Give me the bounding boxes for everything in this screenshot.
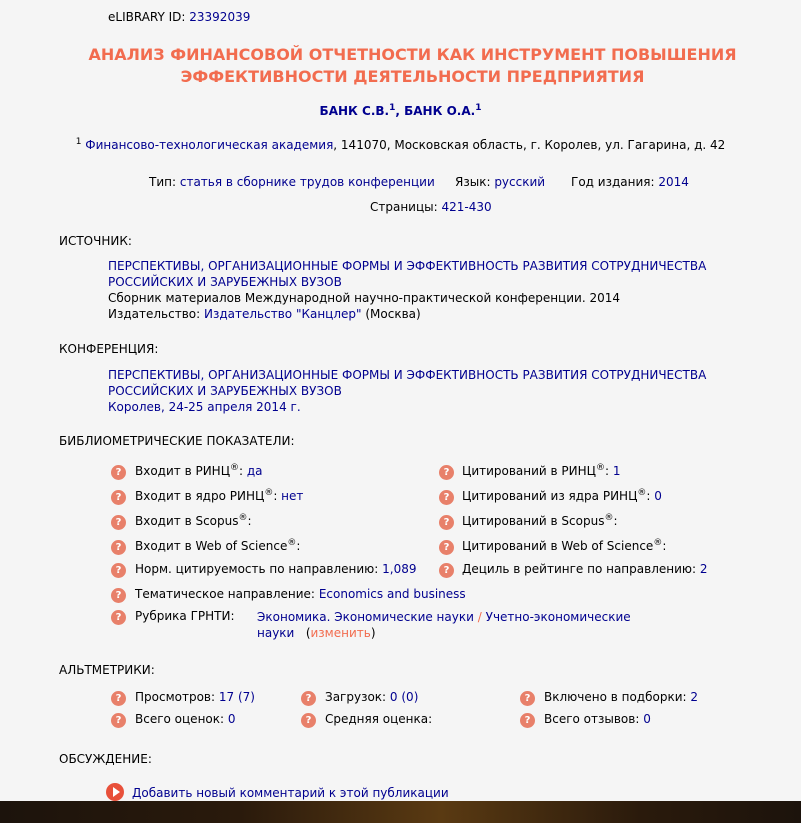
biblio-norm <box>135 562 417 576</box>
grnti-rubric-link[interactable]: Учетно-экономические <box>485 610 631 624</box>
meta-type-label: Тип: <box>149 175 177 189</box>
biblio-decile <box>462 562 708 576</box>
meta-year-label: Год издания: <box>571 175 655 189</box>
meta-lang-label: Язык: <box>455 175 491 189</box>
biblio-cit-rinc-value[interactable]: 1 <box>612 464 621 478</box>
biblio-scopus: Входит в Scopus®: <box>135 513 252 528</box>
elibrary-id <box>108 10 250 24</box>
reg-mark: ® <box>230 463 240 473</box>
biblio-cit-rinc: Цитирований в РИНЦ®: 1 <box>462 463 621 478</box>
change-wrapper: (изменить) <box>305 626 376 640</box>
biblio-rinc-value[interactable]: да <box>246 464 263 478</box>
meta-year <box>571 175 689 189</box>
source-publisher-label: Издательство: <box>108 307 201 321</box>
alt-reviews-value[interactable]: 0 <box>643 712 651 726</box>
alt-reviews-label: Всего отзывов: <box>544 712 640 726</box>
reg-mark: ® <box>287 538 297 548</box>
biblio-scopus-label: Входит в Scopus <box>135 514 239 528</box>
alt-ratings-label: Всего оценок: <box>135 712 225 726</box>
add-comment-link[interactable]: Добавить новый комментарий к этой публикации <box>132 786 449 800</box>
alt-ratings <box>135 712 236 726</box>
alt-views-label: Просмотров: <box>135 690 216 704</box>
bottom-bar <box>0 801 801 823</box>
biblio-grnti-values <box>257 609 631 641</box>
elibrary-id-label: eLIBRARY ID: <box>108 10 186 24</box>
question-icon[interactable]: ? <box>520 691 535 706</box>
question-icon[interactable]: ? <box>520 713 535 728</box>
question-icon[interactable]: ? <box>111 713 126 728</box>
biblio-heading: БИБЛИОМЕТРИЧЕСКИЕ ПОКАЗАТЕЛИ: <box>59 434 295 448</box>
reg-mark: ® <box>238 513 248 523</box>
affiliation-org-link[interactable]: Финансово-технологическая академия <box>85 138 334 152</box>
alt-avg <box>325 712 432 726</box>
page-title: АНАЛИЗ ФИНАНСОВОЙ ОТЧЕТНОСТИ КАК ИНСТРУМЕНТ ПОВЫШЕНИЯ ЭФФЕКТИВНОСТИ ДЕЯТЕЛЬНОСТИ ПРЕДПРИЯТИЯ <box>88 45 737 86</box>
question-icon[interactable]: ? <box>439 465 454 480</box>
source-block <box>108 258 706 322</box>
author-affiliation-sup: 1 <box>475 103 482 113</box>
alt-ratings-value[interactable]: 0 <box>227 712 236 726</box>
biblio-topic-value[interactable]: Economics and business <box>318 587 466 601</box>
source-collection: Сборник материалов Международной научно-практической конференции. 2014 <box>108 291 620 305</box>
biblio-norm-label: Норм. цитируемость по направлению: <box>135 562 379 576</box>
alt-downloads-value[interactable]: 0 (0) <box>389 690 419 704</box>
question-icon[interactable]: ? <box>439 540 454 555</box>
meta-pages-value: 421-430 <box>441 200 492 214</box>
source-heading: ИСТОЧНИК: <box>59 234 132 248</box>
elibrary-id-value[interactable]: 23392039 <box>189 10 251 24</box>
reg-mark: ® <box>653 538 663 548</box>
question-icon[interactable]: ? <box>111 540 126 555</box>
source-title-line1: ПЕРСПЕКТИВЫ, ОРГАНИЗАЦИОННЫЕ ФОРМЫ И ЭФФЕКТИВНОСТЬ РАЗВИТИЯ СОТРУДНИЧЕСТВА <box>108 259 707 273</box>
biblio-cit-core-label: Цитирований из ядра РИНЦ <box>462 489 638 503</box>
biblio-topic-label: Тематическое направление: <box>135 587 315 601</box>
conference-title-line1: ПЕРСПЕКТИВЫ, ОРГАНИЗАЦИОННЫЕ ФОРМЫ И ЭФФЕКТИВНОСТЬ РАЗВИТИЯ СОТРУДНИЧЕСТВА <box>108 368 707 382</box>
meta-type <box>149 175 435 189</box>
question-icon[interactable]: ? <box>439 490 454 505</box>
grnti-separator: / <box>477 610 482 624</box>
meta-lang-value: русский <box>494 175 546 189</box>
conference-title-line2: РОССИЙСКИХ И ЗАРУБЕЖНЫХ ВУЗОВ <box>108 384 342 398</box>
biblio-cit-core: Цитирований из ядра РИНЦ®: 0 <box>462 488 662 503</box>
conference-place-date: Королев, 24-25 апреля 2014 г. <box>108 400 301 414</box>
biblio-core-value[interactable]: нет <box>281 489 304 503</box>
reg-mark: ® <box>637 488 647 498</box>
biblio-rinc: Входит в РИНЦ®: да <box>135 463 263 478</box>
altmetrics-heading: АЛЬТМЕТРИКИ: <box>59 663 155 677</box>
source-publisher-link[interactable]: Издательство "Канцлер" <box>204 307 362 321</box>
alt-reviews <box>544 712 651 726</box>
conference-title-link[interactable] <box>108 368 706 398</box>
author-link[interactable]: БАНК О.А. <box>404 104 476 118</box>
question-icon[interactable]: ? <box>111 610 126 625</box>
question-icon[interactable]: ? <box>111 515 126 530</box>
authors: БАНК С.В.$^1$, БАНК О.А.$^1$ <box>319 103 482 118</box>
source-publisher-city: (Москва) <box>365 307 421 321</box>
alt-downloads-label: Загрузок: <box>325 690 387 704</box>
biblio-topic <box>135 587 466 601</box>
conference-heading: КОНФЕРЕНЦИЯ: <box>59 342 159 356</box>
question-icon[interactable]: ? <box>111 563 126 578</box>
source-title-line2: РОССИЙСКИХ И ЗАРУБЕЖНЫХ ВУЗОВ <box>108 275 342 289</box>
author-affiliation-sup: 1 <box>389 103 396 113</box>
question-icon[interactable]: ? <box>111 490 126 505</box>
alt-views <box>135 690 255 704</box>
alt-avg-label: Средняя оценка: <box>325 712 433 726</box>
meta-language <box>455 175 545 189</box>
grnti-rubric-link-cont[interactable]: науки <box>257 626 295 640</box>
biblio-cit-scopus-label: Цитирований в Scopus <box>462 514 605 528</box>
biblio-core-label: Входит в ядро РИНЦ <box>135 489 265 503</box>
alt-collections-label: Включено в подборки: <box>544 690 687 704</box>
question-icon[interactable]: ? <box>439 515 454 530</box>
biblio-core: Входит в ядро РИНЦ®: нет <box>135 488 304 503</box>
meta-type-value: статья в сборнике трудов конференции <box>179 175 435 189</box>
reg-mark: ® <box>264 488 274 498</box>
biblio-wos-label: Входит в Web of Science <box>135 539 288 553</box>
source-title-link[interactable] <box>108 259 706 289</box>
question-icon[interactable]: ? <box>111 465 126 480</box>
biblio-cit-scopus: Цитирований в Scopus®: <box>462 513 618 528</box>
author-link[interactable]: БАНК С.В. <box>319 104 390 118</box>
alt-views-value[interactable]: 17 (7) <box>218 690 255 704</box>
affiliation-address: , 141070, Московская область, г. Королев, ул. Гагарина, д. 42 <box>333 138 726 152</box>
alt-collections <box>544 690 698 704</box>
alt-downloads <box>325 690 418 704</box>
biblio-decile-label: Дециль в рейтинге по направлению: <box>462 562 697 576</box>
affiliation <box>0 138 801 152</box>
meta-pages <box>370 200 492 214</box>
change-rubric-link[interactable]: изменить <box>310 626 371 640</box>
biblio-cit-wos: Цитирований в Web of Science®: <box>462 538 667 553</box>
meta-pages-label: Страницы: <box>370 200 438 214</box>
biblio-wos: Входит в Web of Science®: <box>135 538 301 553</box>
question-icon[interactable]: ? <box>301 691 316 706</box>
affiliation-sup: 1 <box>75 137 82 147</box>
alt-collections-value[interactable]: 2 <box>690 690 699 704</box>
question-icon[interactable]: ? <box>439 563 454 578</box>
biblio-norm-value[interactable]: 1,089 <box>382 562 417 576</box>
biblio-cit-wos-label: Цитирований в Web of Science <box>462 539 654 553</box>
biblio-cit-core-value[interactable]: 0 <box>654 489 662 503</box>
question-icon[interactable]: ? <box>301 713 316 728</box>
conference-block <box>108 367 706 415</box>
question-icon[interactable]: ? <box>111 691 126 706</box>
biblio-grnti-label: Рубрика ГРНТИ: <box>135 609 235 623</box>
biblio-decile-value[interactable]: 2 <box>699 562 708 576</box>
discussion-heading: ОБСУЖДЕНИЕ: <box>59 752 152 766</box>
grnti-rubric-link[interactable]: Экономика. Экономические науки <box>257 610 474 624</box>
question-icon[interactable]: ? <box>111 588 126 603</box>
biblio-cit-rinc-label: Цитирований в РИНЦ <box>462 464 596 478</box>
biblio-rinc-label: Входит в РИНЦ <box>135 464 231 478</box>
reg-mark: ® <box>604 513 614 523</box>
play-icon[interactable] <box>106 783 124 801</box>
meta-year-value: 2014 <box>658 175 689 189</box>
reg-mark: ® <box>596 463 605 473</box>
